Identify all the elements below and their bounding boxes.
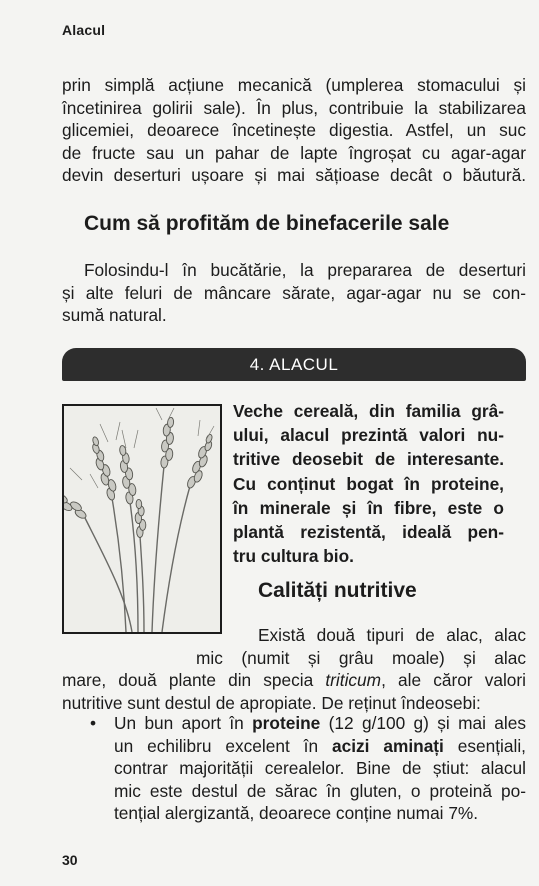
text-line: plantă rezistentă, ideală pen- xyxy=(233,522,504,543)
text-line: prin simplă acțiune mecanică (umplerea stomacului și xyxy=(62,75,526,95)
text-line: tru cultura bio. xyxy=(233,546,354,567)
text-line: încetinirea golirii sale). În plus, contribuie la stabilizarea xyxy=(62,97,526,118)
text-line: devin deserturi ușoare și mai sățioase decât o băutură. xyxy=(62,165,526,186)
text-line: și alte feluri de mâncare sărate, agar-agar nu se con- xyxy=(62,282,526,303)
text-run: esențiali, xyxy=(443,735,526,756)
text-run: (12 g/100 g) și mai ales xyxy=(320,713,526,733)
text-line: nutritive sunt destul de apropiate. De reținut îndeosebi: xyxy=(62,692,481,713)
text-run: mare, două plante din specia xyxy=(62,670,326,691)
text-line: Folosindu-l în bucătărie, la prepararea de deserturi xyxy=(84,260,526,280)
bullet-marker: • xyxy=(90,713,97,733)
section-heading-calitati: Calități nutritive xyxy=(258,579,417,602)
text-run: Un bun aport în xyxy=(114,713,253,733)
text-line: glicemiei, deoarece încetinește digestia. Astfel, un suc xyxy=(62,120,526,141)
section-heading-profit: Cum să profităm de binefacerile sale xyxy=(84,212,450,235)
wheat-drawing xyxy=(64,406,220,632)
bullet-list xyxy=(62,712,526,825)
page-number: 30 xyxy=(62,852,78,868)
species-name: triticum xyxy=(325,670,382,691)
text-line: în minerale și în fibre, este o xyxy=(233,497,504,518)
bold-term: proteine xyxy=(252,713,321,733)
text-line: Cu conținut bogat în proteine, xyxy=(233,473,504,494)
text-line: Veche cereală, din familia grâ- xyxy=(233,401,504,421)
running-header: Alacul xyxy=(62,22,106,38)
text-line xyxy=(114,712,526,735)
text-line xyxy=(62,669,526,692)
text-line: mic (numit și grâu moale) și alac xyxy=(196,647,526,668)
profit-paragraph xyxy=(62,259,526,327)
text-line: tritive deosebit de interesante. xyxy=(233,449,504,470)
text-line: mic este destul de sărac în gluten, o proteină po- xyxy=(114,780,526,801)
text-run: , ale căror valori xyxy=(381,670,526,691)
text-line: tențial alergizantă, deoarece conține numai 7%. xyxy=(114,803,479,824)
intro-paragraph xyxy=(62,74,526,187)
lead-paragraph xyxy=(233,399,504,568)
chapter-banner: 4. ALACUL xyxy=(62,348,526,381)
text-line: de fructe sau un pahar de lapte îngroșat cu agar-agar xyxy=(62,142,526,163)
wheat-illustration xyxy=(62,404,222,634)
bold-term: acizi aminați xyxy=(331,735,444,756)
text-run: un echilibru excelent în xyxy=(114,735,332,756)
text-line: sumă natural. xyxy=(62,305,167,326)
text-line: ului, alacul prezintă valori nu- xyxy=(233,425,504,446)
text-line xyxy=(114,735,526,758)
calitati-paragraph xyxy=(62,624,526,714)
bullet-item xyxy=(114,712,526,825)
text-line: contrar majorității cerealelor. Bine de știut: alacul xyxy=(114,758,526,779)
text-line: Există două tipuri de alac, alac xyxy=(258,625,526,645)
